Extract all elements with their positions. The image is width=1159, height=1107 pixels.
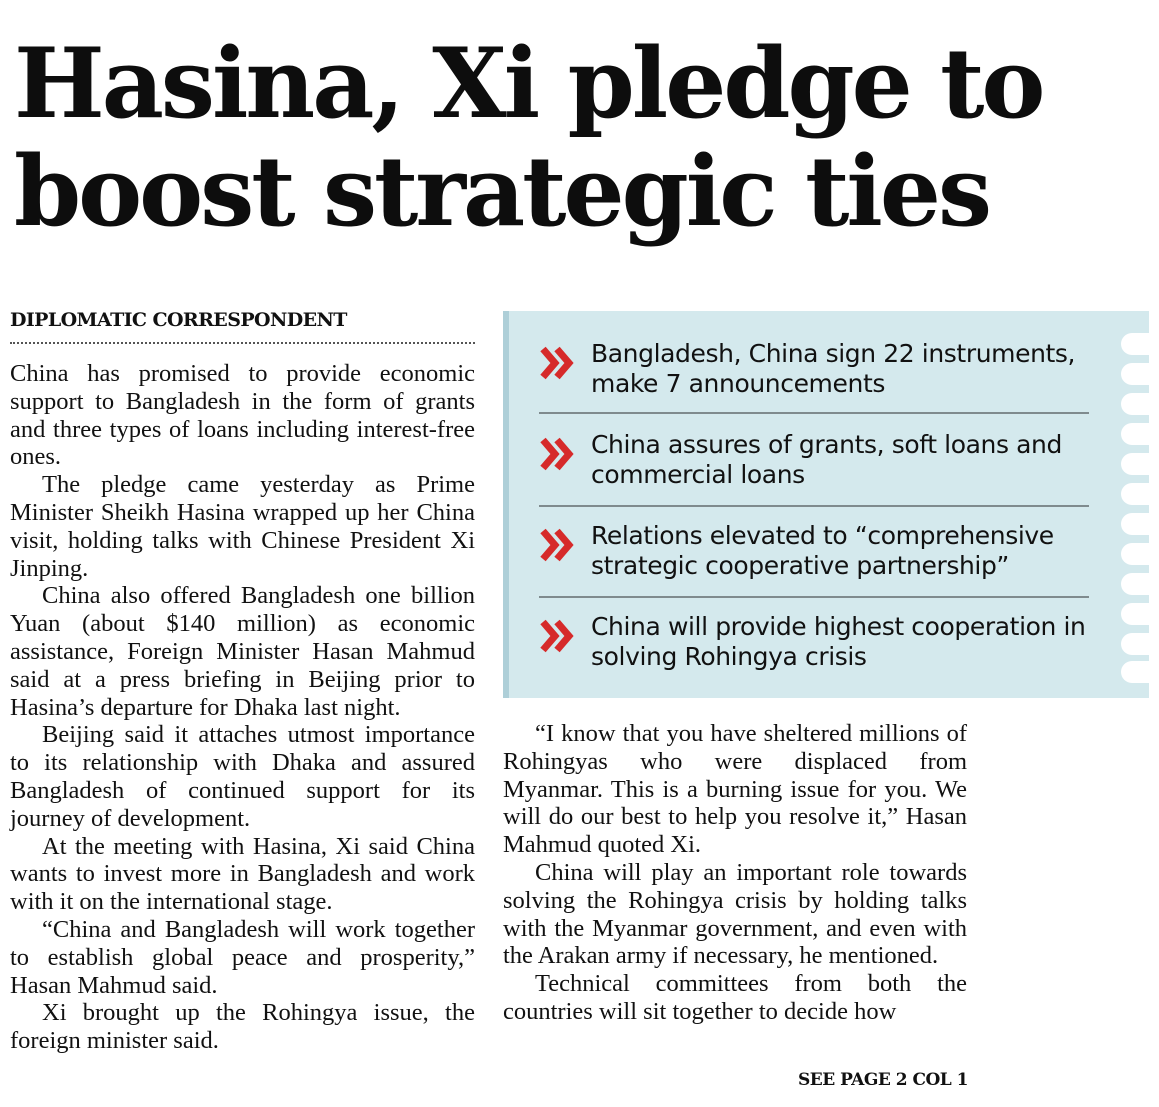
double-chevron-right-icon xyxy=(537,434,577,474)
article-paragraph: “I know that you have sheltered millions of Rohingyas who were displaced from Myanmar. This is a burning issue for you. We will do our best to help you resolve it,” Hasan Mahmud quoted Xi. xyxy=(503,720,967,859)
article-paragraph: China will play an important role towards solving the Rohingya crisis by holding talks with the Myanmar government, and even with the Arakan army if necessary, he mentioned. xyxy=(503,858,967,970)
highlight-text: China assures of grants, soft loans and commercial loans xyxy=(591,430,1062,489)
article-paragraph: China also offered Bangladesh one billion Yuan (about $140 million) as economic assistance, Foreign Minister Hasan Mahmud said at a press briefing in Beijing prior to Hasina’s departure for Dhaka last night. xyxy=(10,582,475,721)
article-paragraph: Beijing said it attaches utmost importance to its relationship with Dhaka and assured Bangladesh of continued support for its journey of development. xyxy=(10,721,475,832)
article-right-column xyxy=(503,720,967,1026)
highlight-text: China will provide highest cooperation in solving Rohingya crisis xyxy=(591,612,1086,671)
highlight-item xyxy=(537,339,1089,399)
article-paragraph: China has promised to provide economic support to Bangladesh in the form of grants and three types of loans including interest-free ones. xyxy=(10,360,475,471)
article-left-column xyxy=(10,360,475,1055)
headline-line-2: boost strategic ties xyxy=(14,135,989,248)
article-paragraph: “China and Bangladesh will work together to establish global peace and prosperity,” Hasan Mahmud said. xyxy=(10,915,475,999)
byline: DIPLOMATIC CORRESPONDENT xyxy=(10,308,475,344)
notebook-holes xyxy=(1111,325,1149,685)
headline-line-1: Hasina, Xi pledge to xyxy=(14,27,1043,140)
highlight-item xyxy=(537,612,1089,672)
article-paragraph: Xi brought up the Rohingya issue, the foreign minister said. xyxy=(10,999,475,1055)
continuation-note: SEE PAGE 2 COL 1 xyxy=(797,1070,968,1090)
article-paragraph: At the meeting with Hasina, Xi said China wants to invest more in Bangladesh and work with it on the international stage. xyxy=(10,832,475,916)
highlight-divider xyxy=(539,412,1089,414)
highlights-box xyxy=(503,311,1149,698)
double-chevron-right-icon xyxy=(537,343,577,383)
highlight-divider xyxy=(539,505,1089,507)
highlight-item xyxy=(537,430,1089,490)
highlight-text: Bangladesh, China sign 22 instruments, make 7 announcements xyxy=(591,339,1076,398)
headline xyxy=(14,27,1144,248)
article-paragraph: Technical committees from both the countries will sit together to decide how xyxy=(503,970,967,1025)
double-chevron-right-icon xyxy=(537,525,577,565)
highlight-divider xyxy=(539,596,1089,598)
highlight-item xyxy=(537,521,1089,581)
double-chevron-right-icon xyxy=(537,616,577,656)
highlight-text: Relations elevated to “comprehensive strategic cooperative partnership” xyxy=(591,521,1054,580)
article-paragraph: The pledge came yesterday as Prime Minister Sheikh Hasina wrapped up her China visit, holding talks with Chinese President Xi Jinping. xyxy=(10,471,475,582)
